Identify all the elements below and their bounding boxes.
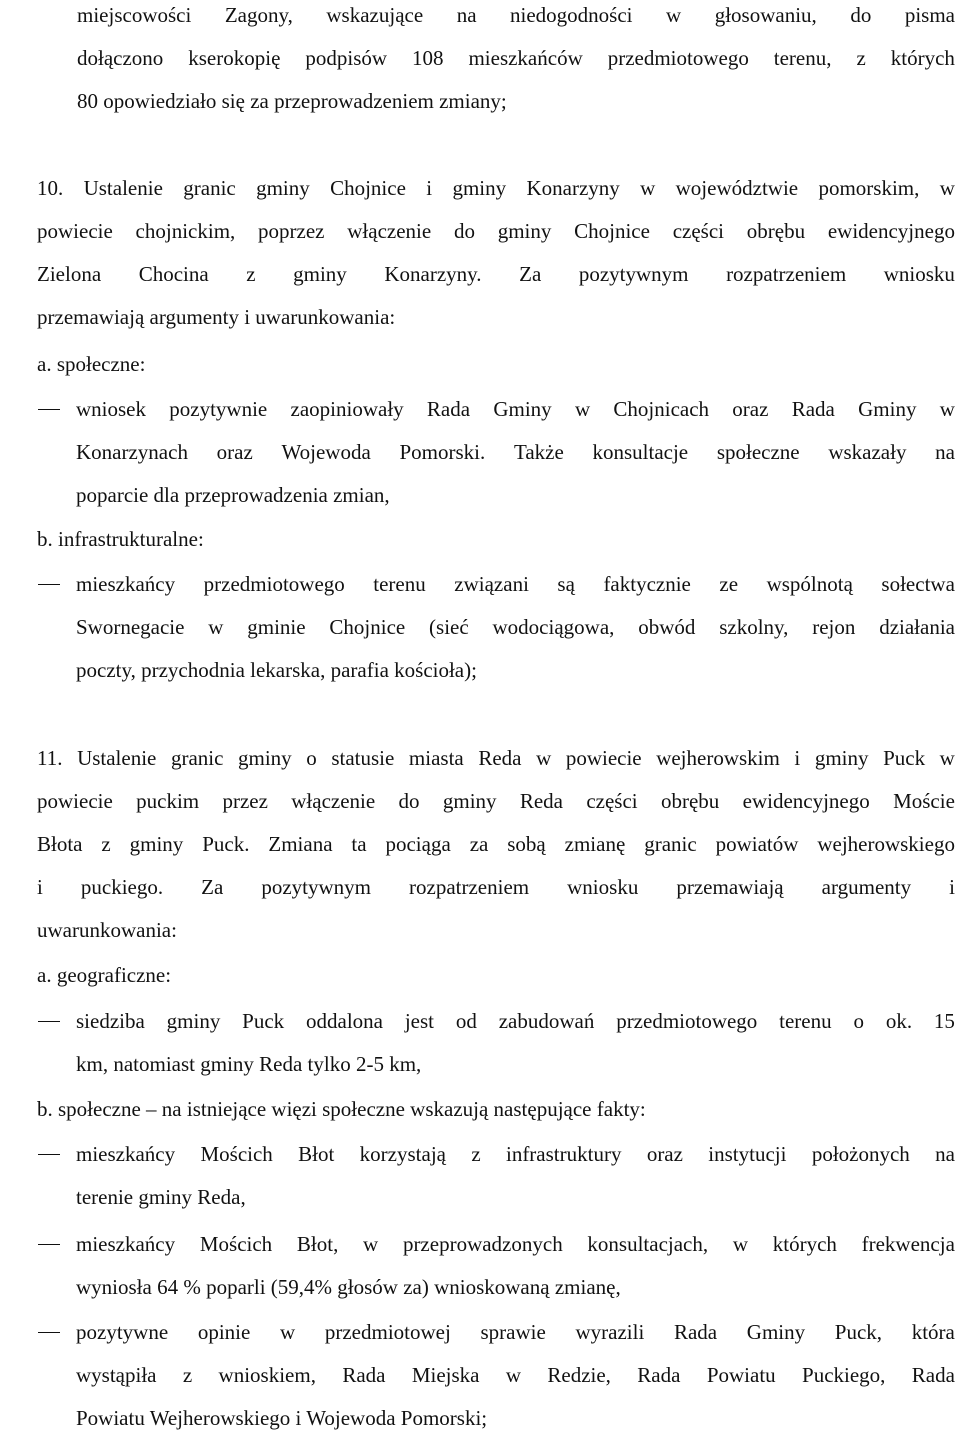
word: pociąga [385, 832, 451, 856]
word: Gminy [746, 1320, 806, 1344]
word: obrębu [746, 219, 806, 243]
word: chojnickim, [135, 219, 236, 243]
word: Puckiego, [802, 1363, 886, 1387]
word: przedmiotowego [203, 572, 345, 596]
bullet-line [76, 1141, 955, 1167]
word: o [853, 1009, 864, 1033]
word: z [471, 1142, 481, 1166]
word: granic [170, 746, 224, 770]
bullet-line [76, 396, 955, 422]
word: Swornegacie [76, 615, 185, 639]
word: Rada [426, 397, 471, 421]
word: granic [644, 832, 697, 856]
word: Rada [637, 1363, 681, 1387]
word: podpisów [305, 46, 388, 70]
word: wejherowskiego [817, 832, 955, 856]
subsection-label: a. geograficzne: [37, 963, 172, 987]
word: gminie [247, 615, 306, 639]
word: Konarzynach [76, 440, 188, 464]
word: Puck [883, 746, 926, 770]
word: Błota [37, 832, 83, 856]
dash-bullet-icon [38, 409, 60, 410]
word: na [456, 3, 477, 27]
word: w [939, 176, 955, 200]
text-line [37, 788, 955, 814]
word: przedmiotowego [607, 46, 749, 70]
word: Mościch [199, 1232, 273, 1256]
word: Konarzyny. [384, 262, 482, 286]
word: 11. [37, 746, 63, 770]
word: i [37, 875, 43, 899]
word: faktycznie [603, 572, 691, 596]
text-line: 80 opowiedziało się za przeprowadzeniem zmiany; [77, 89, 507, 113]
text-line [37, 261, 955, 287]
subsection-label: b. infrastrukturalne: [37, 527, 204, 551]
word: gminy [256, 176, 310, 200]
word: zmianę [564, 832, 626, 856]
word: w [939, 397, 955, 421]
word: Gminy [858, 397, 917, 421]
word: 15 [933, 1009, 955, 1033]
section-heading-line [37, 745, 955, 771]
word: obrębu [660, 789, 720, 813]
word: włączenie [291, 789, 376, 813]
word: Chocina [138, 262, 209, 286]
word: rozpatrzeniem [409, 875, 530, 899]
word: Chojnicach [613, 397, 710, 421]
subsection-label: b. społeczne – na istniejące więzi społeczne wskazują następujące fakty: [37, 1097, 646, 1121]
word: Błot, [296, 1232, 339, 1256]
word: powiecie [37, 789, 113, 813]
word: w [208, 615, 224, 639]
text-line [37, 831, 955, 857]
word: Puck. [202, 832, 250, 856]
word: zaopiniowały [290, 397, 404, 421]
text-line [37, 874, 955, 900]
word: Miejska [411, 1363, 480, 1387]
word: 108 [412, 46, 444, 70]
word: sobą [507, 832, 546, 856]
word: wodociągowa, [492, 615, 615, 639]
bullet-line [76, 439, 955, 465]
bullet-line [76, 614, 955, 640]
word: gminy [293, 262, 347, 286]
word: szkolny, [719, 615, 789, 639]
word: mieszkańcy [76, 572, 176, 596]
word: na [935, 1142, 955, 1166]
word: Pomorski. [399, 440, 486, 464]
word: Błot [298, 1142, 335, 1166]
word: niedogodności [510, 3, 633, 27]
word: Gminy [493, 397, 552, 421]
word: oraz [646, 1142, 683, 1166]
word: o [306, 746, 317, 770]
word: argumenty [821, 875, 912, 899]
text-line [77, 2, 955, 28]
word: Konarzyny [526, 176, 620, 200]
word: oraz [732, 397, 769, 421]
word: w [505, 1363, 522, 1387]
bullet-line [76, 571, 955, 597]
word: Mościch [200, 1142, 273, 1166]
word: wyrazili [575, 1320, 645, 1344]
word: za [469, 832, 489, 856]
word: Rada [673, 1320, 718, 1344]
word: wejherowskim [656, 746, 780, 770]
word: położonych [811, 1142, 910, 1166]
word: w [363, 1232, 379, 1256]
word: mieszkańców [468, 46, 583, 70]
word: powiatów [715, 832, 799, 856]
word: wskazały [828, 440, 907, 464]
word: oraz [216, 440, 253, 464]
word: gminy [497, 219, 552, 243]
word: sprawie [480, 1320, 546, 1344]
word: granic [183, 176, 236, 200]
word: wniosku [567, 875, 639, 899]
word: gminy [238, 746, 292, 770]
word: zabudowań [498, 1009, 595, 1033]
word: wniosku [883, 262, 955, 286]
bullet-line [76, 1319, 955, 1345]
word: przez [222, 789, 268, 813]
word: do [850, 3, 872, 27]
dash-bullet-icon [38, 1021, 60, 1022]
word: pomorskim, [818, 176, 920, 200]
word: w [640, 176, 656, 200]
word: do [398, 789, 420, 813]
word: przedmiotowej [324, 1320, 451, 1344]
word: wystąpiła [76, 1363, 157, 1387]
word: terenu [779, 1009, 832, 1033]
word: miejscowości [77, 3, 192, 27]
word: poprzez [258, 219, 325, 243]
word: opinie [197, 1320, 251, 1344]
dash-bullet-icon [38, 584, 60, 585]
word: Ustalenie [83, 176, 163, 200]
word: Puck, [834, 1320, 883, 1344]
text-line [37, 218, 955, 244]
word: pisma [904, 3, 955, 27]
bullet-line: km, natomiast gminy Reda tylko 2-5 km, [76, 1052, 422, 1076]
word: pozytywnym [578, 262, 689, 286]
word: jest [404, 1009, 435, 1033]
word: obwód [638, 615, 696, 639]
word: których [772, 1232, 837, 1256]
word: gminy [129, 832, 184, 856]
word: Reda [519, 789, 564, 813]
word: instytucji [708, 1142, 787, 1166]
word: w [732, 1232, 749, 1256]
word: mieszkańcy [76, 1142, 176, 1166]
bullet-line: terenie gminy Reda, [76, 1185, 246, 1209]
word: Powiatu [706, 1363, 776, 1387]
word: od [455, 1009, 477, 1033]
word: ewidencyjnego [742, 789, 870, 813]
text-line [77, 45, 955, 71]
word: siedziba [76, 1009, 145, 1033]
word: z [856, 46, 866, 70]
word: głosowaniu, [714, 3, 817, 27]
word: części [586, 789, 638, 813]
word: Wojewoda [281, 440, 371, 464]
word: i [949, 875, 955, 899]
word: miasta [408, 746, 464, 770]
word: Ustalenie [77, 746, 157, 770]
word: Za [519, 262, 542, 286]
word: (sieć [429, 615, 469, 639]
word: i [426, 176, 433, 200]
word: na [935, 440, 955, 464]
word: dołączono [77, 46, 164, 70]
word: puckim [136, 789, 200, 813]
word: przeprowadzonych [402, 1232, 563, 1256]
word: ta [351, 832, 367, 856]
word: konsultacje [592, 440, 689, 464]
bullet-line: poczty, przychodnia lekarska, parafia kościoła); [76, 658, 477, 682]
word: puckiego. [80, 875, 164, 899]
word: korzystają [359, 1142, 446, 1166]
word: wniosek [76, 397, 146, 421]
word: działania [879, 615, 955, 639]
word: gminy [166, 1009, 221, 1033]
word: włączenie [347, 219, 432, 243]
word: Rada [791, 397, 835, 421]
dash-bullet-icon [38, 1154, 60, 1155]
bullet-line [76, 1231, 955, 1257]
word: związani [454, 572, 529, 596]
word: Chojnice [329, 615, 406, 639]
word: konsultacjach, [587, 1232, 709, 1256]
word: gminy [814, 746, 869, 770]
word: Zagony, [224, 3, 293, 27]
text-line: przemawiają argumenty i uwarunkowania: [37, 305, 396, 329]
bullet-line [76, 1362, 955, 1388]
word: Także [513, 440, 564, 464]
word: oddalona [306, 1009, 383, 1033]
word: których [890, 46, 955, 70]
word: powiecie [37, 219, 113, 243]
section-heading-line [37, 175, 955, 201]
word: przemawiają [676, 875, 784, 899]
word: pozytywnie [169, 397, 268, 421]
word: gminy [442, 789, 497, 813]
word: części [672, 219, 724, 243]
word: Chojnice [330, 176, 406, 200]
word: Za [201, 875, 224, 899]
word: do [453, 219, 475, 243]
bullet-line: poparcie dla przeprowadzenia zmian, [76, 483, 390, 507]
word: mieszkańcy [76, 1232, 176, 1256]
word: i [794, 746, 801, 770]
word: statusie [331, 746, 395, 770]
word: Reda [478, 746, 522, 770]
word: infrastruktury [505, 1142, 622, 1166]
word: społeczne [716, 440, 800, 464]
word: kserokopię [188, 46, 281, 70]
word: Moście [893, 789, 955, 813]
word: w [536, 746, 552, 770]
word: gminy [452, 176, 507, 200]
word: Rada [911, 1363, 955, 1387]
word: terenu, [773, 46, 832, 70]
word: rozpatrzeniem [726, 262, 847, 286]
word: frekwencja [861, 1232, 955, 1256]
word: z [182, 1363, 193, 1387]
word: Zielona [37, 262, 102, 286]
word: 10. [37, 176, 64, 200]
word: pozytywnym [261, 875, 371, 899]
word: rejon [812, 615, 856, 639]
dash-bullet-icon [38, 1244, 60, 1245]
word: Chojnice [574, 219, 650, 243]
word: w [666, 3, 682, 27]
word: ok. [885, 1009, 913, 1033]
word: wnioskiem, [218, 1363, 316, 1387]
word: powiecie [565, 746, 642, 770]
word: w [939, 746, 955, 770]
bullet-line: wyniosła 64 % poparli (59,4% głosów za) wnioskowaną zmianę, [76, 1275, 621, 1299]
word: wspólnotą [766, 572, 853, 596]
dash-bullet-icon [38, 1332, 60, 1333]
subsection-label: a. społeczne: [37, 352, 146, 376]
word: przedmiotowego [616, 1009, 758, 1033]
word: ewidencyjnego [827, 219, 955, 243]
word: sołectwa [881, 572, 955, 596]
word: Puck [242, 1009, 285, 1033]
word: ze [719, 572, 739, 596]
bullet-line [76, 1008, 955, 1034]
text-line: uwarunkowania: [37, 918, 177, 942]
word: z [101, 832, 111, 856]
word: Zmiana [268, 832, 333, 856]
word: pozytywne [76, 1320, 169, 1344]
word: Redzie, [547, 1363, 611, 1387]
word: która [911, 1320, 955, 1344]
word: terenu [373, 572, 426, 596]
word: Rada [342, 1363, 386, 1387]
word: wskazujące [326, 3, 424, 27]
word: z [246, 262, 256, 286]
word: województwie [675, 176, 799, 200]
word: w [280, 1320, 296, 1344]
word: w [574, 397, 591, 421]
word: są [557, 572, 575, 596]
bullet-line: Powiatu Wejherowskiego i Wojewoda Pomorski; [76, 1406, 488, 1430]
